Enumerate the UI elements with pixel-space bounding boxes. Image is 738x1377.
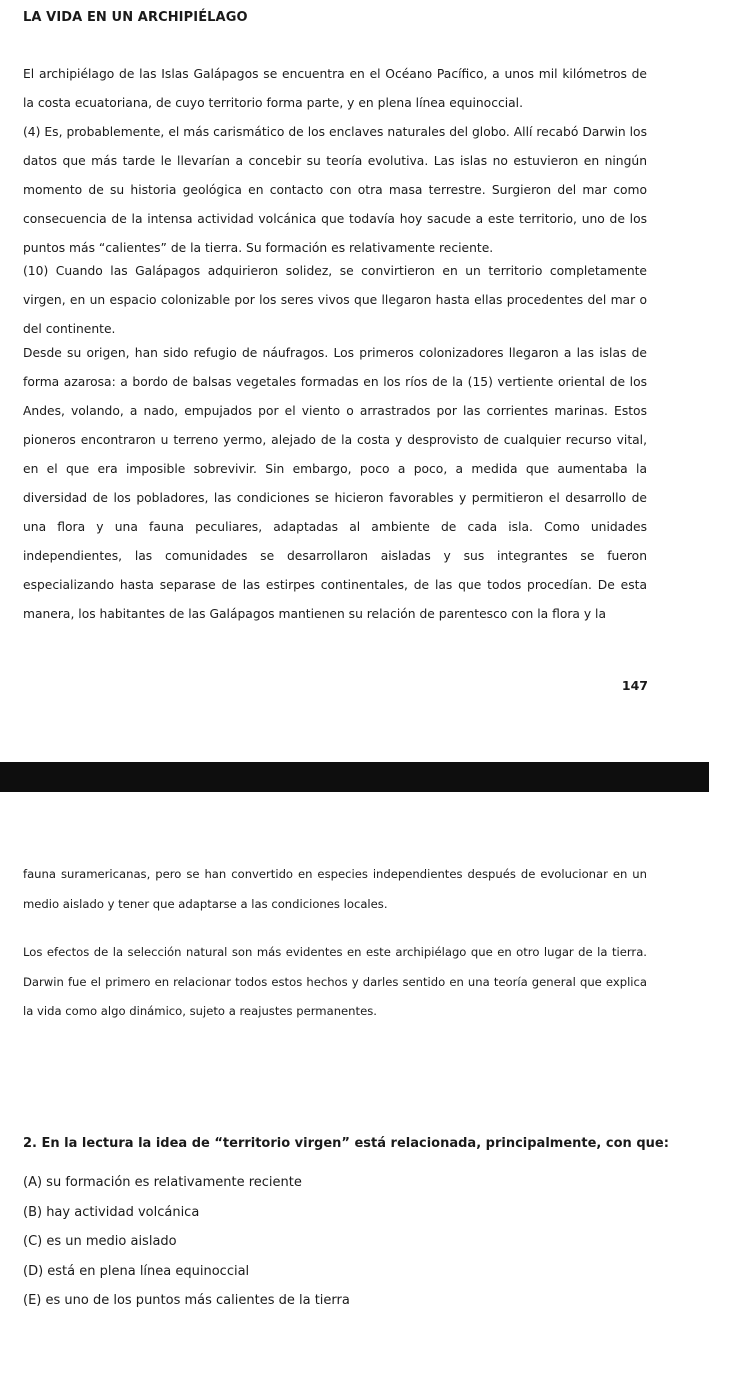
paragraph-6: Los efectos de la selección natural son más evidentes en este archipiélago que en otro lugar de la tierra. Darwin fue el primero en relacionar todos estos hechos y darles sentido en una teoría general que explica la vida como algo dinámico, sujeto a reajustes permanentes. [23,945,647,1018]
reading-title: LA VIDA EN UN ARCHIPIÉLAGO [23,10,248,25]
answer-options [23,1168,673,1316]
page-divider [0,762,709,792]
paragraph-3: (10) Cuando las Galápagos adquirieron solidez, se convirtieron en un territorio completamente virgen, en un espacio colonizable por los seres vivos que llegaron hasta ellas procedentes del mar o del continente. [23,264,647,336]
question-text: 2. En la lectura la idea de “territorio virgen” está relacionada, principalmente, con que: [23,1136,669,1151]
option-c[interactable]: (C) es un medio aislado [23,1234,177,1249]
page-number: 147 [621,678,648,693]
paragraph-1: El archipiélago de las Islas Galápagos se encuentra en el Océano Pacífico, a unos mil kilómetros de la costa ecuatoriana, de cuyo territorio forma parte, y en plena línea equinoccial. [23,67,647,110]
paragraph-2: (4) Es, probablemente, el más carismático de los enclaves naturales del globo. Allí recabó Darwin los datos que más tarde le llevarían a concebir su teoría evolutiva. Las islas no estuvieron en ningún momento de su historia geológica en contacto con otra masa terrestre. Surgieron del mar como consecuencia de la intensa actividad volcánica que todavía hoy sacude a este territorio, uno de los puntos más “calientes” de la tierra. Su formación es relativamente reciente. [23,125,647,255]
option-b[interactable]: (B) hay actividad volcánica [23,1204,200,1220]
option-a[interactable]: (A) su formación es relativamente reciente [23,1175,302,1190]
paragraph-4: Desde su origen, han sido refugio de náufragos. Los primeros colonizadores llegaron a las islas de forma azarosa: a bordo de balsas vegetales formadas en los ríos de la (15) vertiente oriental de los Andes, volando, a nado, empujados por el viento o arrastrados por las corrientes marinas. Estos pioneros encontraron u terreno yermo, alejado de la costa y desprovisto de cualquier recurso vital, en el que era imposible sobrevivir. Sin embargo, poco a poco, a medida que aumentaba la diversidad de los pobladores, las condiciones se hicieron favorables y permitieron el desarrollo de una flora y una fauna peculiares, adaptadas al ambiente de cada isla. Como unidades independientes, las comunidades se desarrollaron aisladas y sus integrantes se fueron especializando hasta separase de las estirpes continentales, de las que todos procedían. De esta manera, los habitantes de las Galápagos mantienen su relación de parentesco con la flora y la [23,346,647,621]
option-d[interactable]: (D) está en plena línea equinoccial [23,1263,250,1279]
option-e[interactable]: (E) es uno de los puntos más calientes de la tierra [23,1293,350,1308]
paragraph-5: fauna suramericanas, pero se han convertido en especies independientes después de evolucionar en un medio aislado y tener que adaptarse a las condiciones locales. [23,867,647,911]
